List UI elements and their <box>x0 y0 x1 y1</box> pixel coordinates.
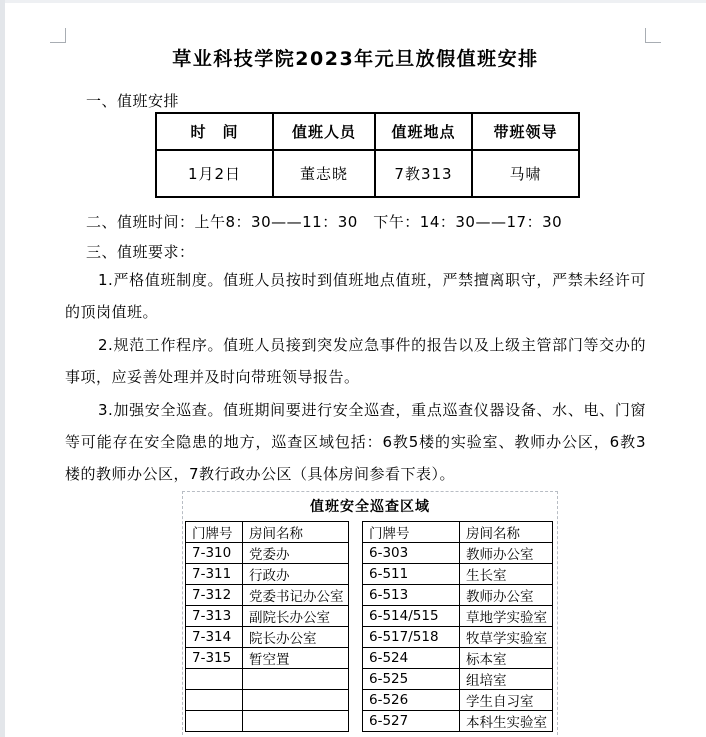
table-row <box>186 605 349 626</box>
duty-schedule-table <box>155 112 580 198</box>
table-row <box>363 605 553 626</box>
table-row <box>186 647 349 668</box>
document-content <box>65 40 646 737</box>
table-row <box>363 563 553 584</box>
patrol-tables-container <box>183 521 557 732</box>
room-name-cell: 暂空置 <box>243 647 349 668</box>
room-name-cell: 副院长办公室 <box>243 605 349 626</box>
door-number-cell: 6-513 <box>363 584 460 605</box>
duty-header-person: 值班人员 <box>273 113 375 150</box>
patrol-right-header-door: 门牌号 <box>363 521 460 542</box>
duty-table-header-row <box>156 113 579 150</box>
table-row <box>186 668 349 689</box>
requirement-paragraph-1: 1.严格值班制度。值班人员按时到值班地点值班，严禁擅离职守，严禁未经许可的顶岗值班。 <box>65 271 646 322</box>
room-name-cell: 教师办公室 <box>460 584 553 605</box>
room-name-cell: 学生自习室 <box>460 689 553 710</box>
table-row <box>186 542 349 563</box>
door-number-cell: 7-312 <box>186 584 243 605</box>
room-name-cell: 本科生实验室 <box>460 710 553 731</box>
door-number-cell: 7-315 <box>186 647 243 668</box>
margin-crop-mark-left <box>50 28 66 43</box>
patrol-area-textbox <box>182 491 558 737</box>
door-number-cell: 7-314 <box>186 626 243 647</box>
section-3-heading: 三、值班要求： <box>86 243 195 261</box>
room-name-cell: 生长室 <box>460 563 553 584</box>
door-number-cell: 6-511 <box>363 563 460 584</box>
patrol-left-header-door: 门牌号 <box>186 521 243 542</box>
room-name-cell <box>243 689 349 710</box>
room-name-cell: 党委书记办公室 <box>243 584 349 605</box>
table-row <box>363 584 553 605</box>
door-number-cell: 6-525 <box>363 668 460 689</box>
duty-header-time: 时 间 <box>156 113 273 150</box>
room-name-cell: 党委办 <box>243 542 349 563</box>
door-number-cell: 6-524 <box>363 647 460 668</box>
requirement-paragraph-2: 2.规范工作程序。值班人员接到突发应急事件的报告以及上级主管部门等交办的事项，应妥善处理并及时向带班领导报告。 <box>65 335 646 387</box>
table-row <box>363 521 553 542</box>
room-name-cell: 院长办公室 <box>243 626 349 647</box>
table-row <box>186 710 349 731</box>
patrol-table-title: 值班安全巡查区域 <box>310 498 430 515</box>
table-row <box>363 668 553 689</box>
duty-cell-person: 董志晓 <box>273 150 375 197</box>
table-row <box>186 521 349 542</box>
requirement-paragraph-3: 3.加强安全巡查。值班期间要进行安全巡查，重点巡查仪器设备、水、电、门窗等可能存在安全隐患的地方，巡查区域包括：6教5楼的实验室、教师办公区，6教3楼的教师办公区，7教行政办公区（具体房间参看下表）。 <box>65 400 646 484</box>
table-row <box>186 689 349 710</box>
table-row <box>186 563 349 584</box>
section-2-heading: 二、值班时间：上午8：30——11：30 下午：14：30——17：30 <box>86 213 563 231</box>
duty-table-data-row <box>156 150 579 197</box>
section-1-heading: 一、值班安排 <box>86 92 180 110</box>
door-number-cell <box>186 689 243 710</box>
table-row <box>363 647 553 668</box>
duty-header-leader: 带班领导 <box>472 113 579 150</box>
door-number-cell: 6-526 <box>363 689 460 710</box>
duty-cell-date: 1月2日 <box>156 150 273 197</box>
room-name-cell <box>243 710 349 731</box>
room-name-cell: 教师办公室 <box>460 542 553 563</box>
room-name-cell <box>243 668 349 689</box>
patrol-left-header-room: 房间名称 <box>243 521 349 542</box>
door-number-cell: 6-303 <box>363 542 460 563</box>
door-number-cell <box>186 668 243 689</box>
window-left-edge <box>0 0 5 737</box>
table-row <box>186 626 349 647</box>
room-name-cell: 组培室 <box>460 668 553 689</box>
door-number-cell: 6-517/518 <box>363 626 460 647</box>
duty-cell-place: 7教313 <box>375 150 472 197</box>
margin-crop-mark-right <box>645 28 661 43</box>
door-number-cell <box>186 710 243 731</box>
table-row <box>363 626 553 647</box>
patrol-right-header-room: 房间名称 <box>460 521 553 542</box>
door-number-cell: 6-527 <box>363 710 460 731</box>
door-number-cell: 7-310 <box>186 542 243 563</box>
duty-cell-leader: 马啸 <box>472 150 579 197</box>
room-name-cell: 标本室 <box>460 647 553 668</box>
door-number-cell: 7-311 <box>186 563 243 584</box>
door-number-cell: 6-514/515 <box>363 605 460 626</box>
room-name-cell: 牧草学实验室 <box>460 626 553 647</box>
duty-header-place: 值班地点 <box>375 113 472 150</box>
door-number-cell: 7-313 <box>186 605 243 626</box>
patrol-table-left <box>185 521 349 732</box>
window-top-edge <box>0 0 706 3</box>
table-row <box>363 710 553 731</box>
room-name-cell: 草地学实验室 <box>460 605 553 626</box>
table-row <box>186 584 349 605</box>
document-title: 草业科技学院2023年元旦放假值班安排 <box>172 48 539 70</box>
room-name-cell: 行政办 <box>243 563 349 584</box>
table-row <box>363 542 553 563</box>
patrol-table-right <box>362 521 553 732</box>
table-row <box>363 689 553 710</box>
